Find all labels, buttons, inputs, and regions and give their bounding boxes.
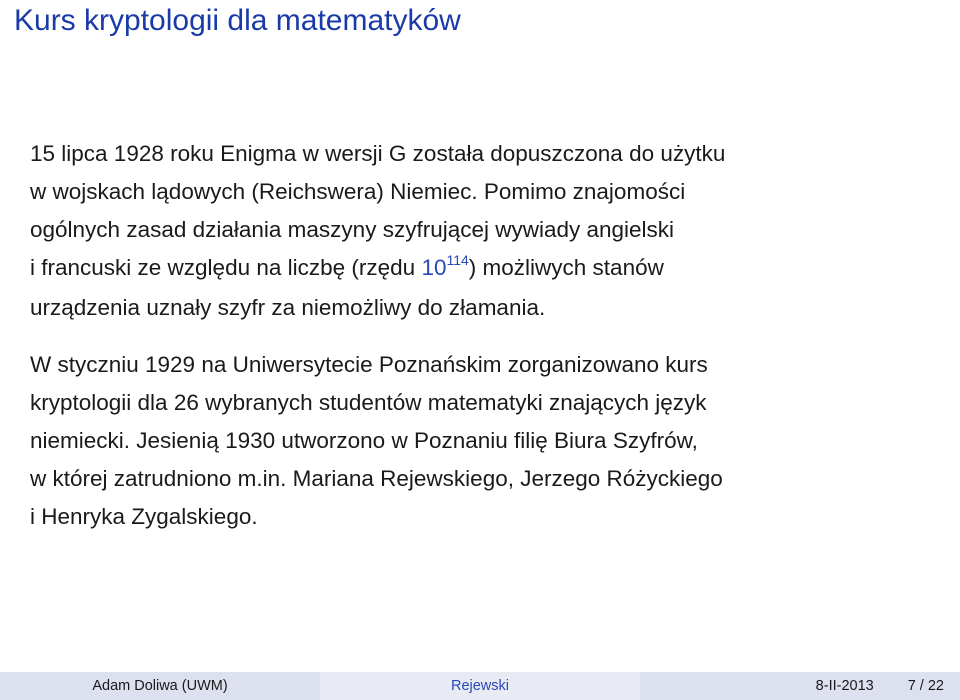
text-line: i Henryka Zygalskiego. [30, 504, 258, 529]
slide-footer [0, 672, 960, 700]
power-base: 10 [421, 255, 447, 280]
text-line: w której zatrudniono m.in. Mariana Rejewskiego, Jerzego Różyckiego [30, 466, 723, 491]
slide-content [30, 135, 930, 536]
footer-date: 8-II-2013 [815, 678, 874, 694]
text-line: ogólnych zasad działania maszyny szyfrującej wywiady angielski [30, 217, 675, 242]
footer-short-title [320, 672, 640, 700]
power-exponent: 114 [446, 252, 469, 268]
text-line: kryptologii dla 26 wybranych studentów matematyki znających język [30, 390, 707, 415]
footer-short-title-text: Rejewski [450, 678, 509, 694]
text-line: w wojskach lądowych (Reichswera) Niemiec. Pomimo znajomości [30, 179, 686, 204]
text-fragment: ) możliwych stanów [468, 255, 664, 280]
footer-author-text: Adam Doliwa (UWM) [92, 678, 228, 694]
footer-page-number: 7 / 22 [907, 678, 944, 694]
footer-author [0, 672, 320, 700]
text-line: urządzenia uznały szyfr za niemożliwy do złamania. [30, 295, 546, 320]
footer-date-page [640, 672, 960, 700]
text-line-with-power [30, 249, 930, 289]
slide-title: Kurs kryptologii dla matematyków [14, 4, 461, 37]
paragraph-course [30, 346, 930, 536]
text-line: 15 lipca 1928 roku Enigma w wersji G została dopuszczona do użytku [30, 141, 726, 166]
text-line: niemiecki. Jesienią 1930 utworzono w Poznaniu filię Biura Szyfrów, [30, 428, 698, 453]
paragraph-enigma [30, 135, 930, 327]
text-line: W styczniu 1929 na Uniwersytecie Poznańskim zorganizowano kurs [30, 352, 708, 377]
text-fragment: i francuski ze względu na liczbę (rzędu [30, 255, 422, 280]
math-power [421, 252, 469, 280]
